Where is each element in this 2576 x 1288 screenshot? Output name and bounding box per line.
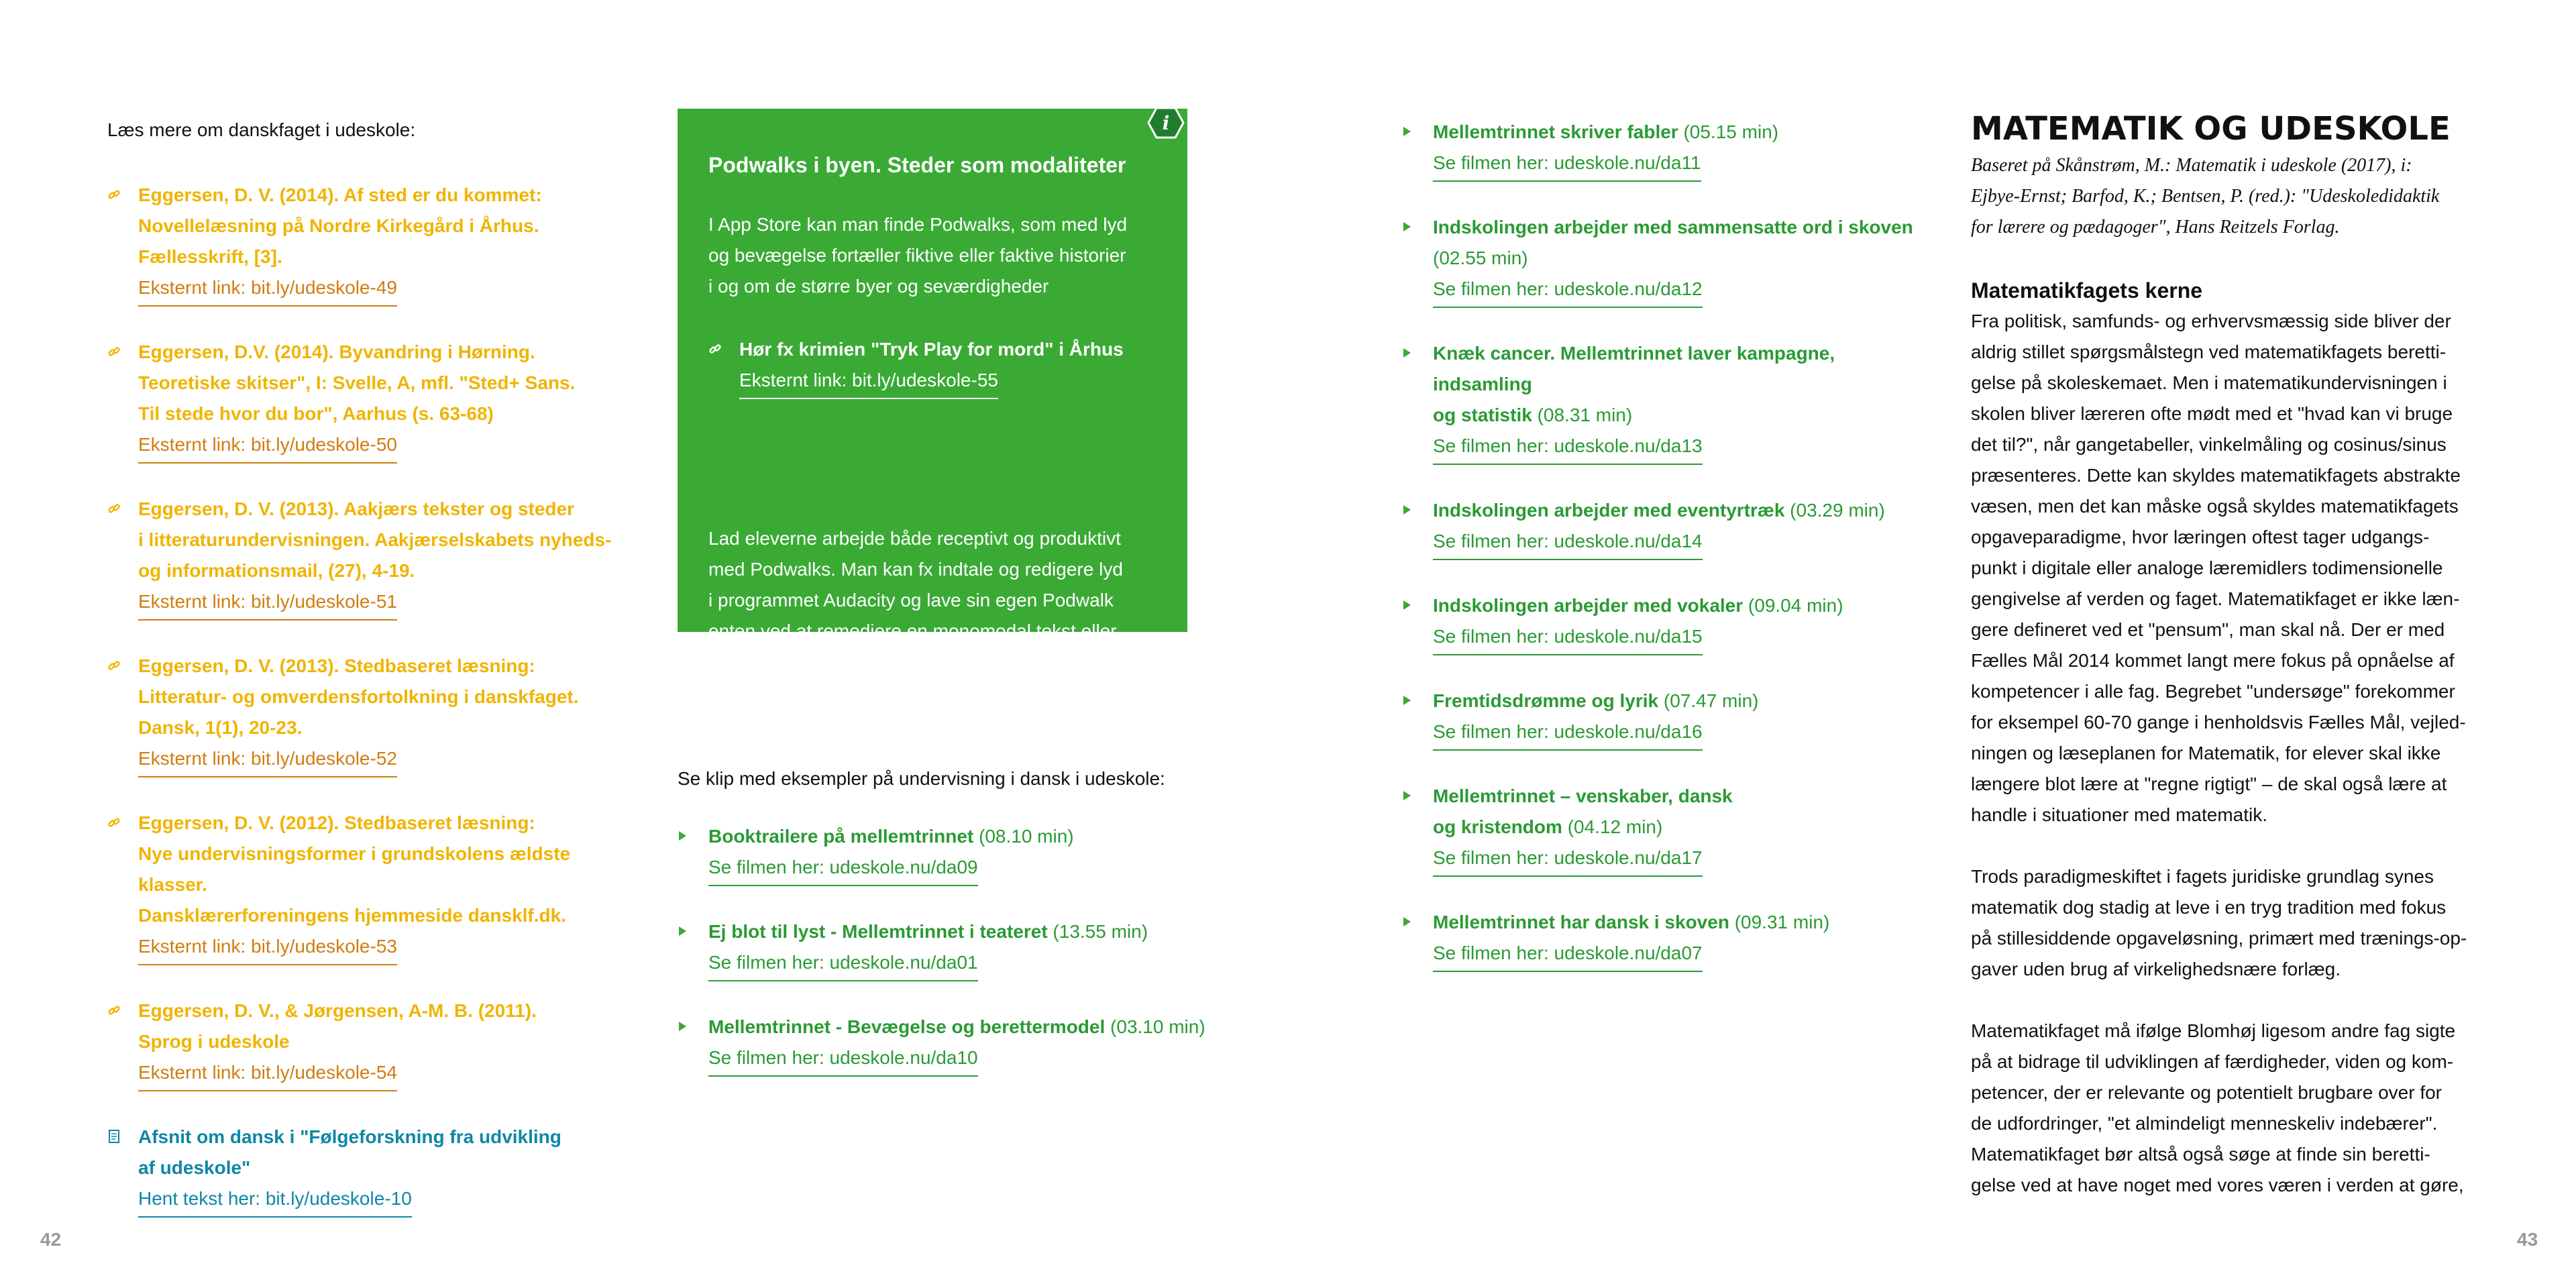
external-link[interactable]: Eksternt link: bit.ly/udeskole-53 xyxy=(138,933,397,965)
clip-title: Mellemtrinnet skriver fabler xyxy=(1433,121,1678,142)
clip-item xyxy=(1402,212,1925,308)
arrow-icon xyxy=(1403,348,1411,358)
clips-intro: Se klip med eksempler på undervisning i dansk i udeskole: xyxy=(678,768,1165,789)
clip-duration: (09.04 min) xyxy=(1743,595,1843,616)
clip-title: og kristendom xyxy=(1433,816,1562,837)
reference-item xyxy=(107,808,631,965)
arrow-icon xyxy=(1403,917,1411,926)
info-box-paragraph: Lad eleverne arbejde både receptivt og produktivt med Podwalks. Man kan fx indtale og redigere lyd i programmet Audacity og lave sin egen Podwalk enten ved at remediere en monomodal tekst eller ved at indspillesin egen. xyxy=(708,528,1123,672)
arrow-icon xyxy=(1403,791,1411,800)
external-link[interactable]: Eksternt link: bit.ly/udeskole-51 xyxy=(138,588,397,621)
clip-list xyxy=(1402,117,1925,972)
clip-item xyxy=(1402,781,1925,877)
references-intro: Læs mere om danskfaget i udeskole: xyxy=(107,119,416,140)
reference-title-line: Eggersen, D. V. (2014). Af sted er du kommet: xyxy=(138,184,542,205)
arrow-icon xyxy=(1403,127,1411,136)
podwalks-info-box xyxy=(678,109,1187,672)
reference-title-line: Nye undervisningsformer i grundskolens ældste klasser. xyxy=(138,843,571,895)
external-link[interactable]: Eksternt link: bit.ly/udeskole-49 xyxy=(138,274,397,307)
clip-duration: (13.55 min) xyxy=(1047,921,1148,942)
clip-item xyxy=(678,1012,1214,1077)
reference-title-line: Teoretiske skitser", I: Svelle, A, mfl. "Sted+ Sans. xyxy=(138,372,576,393)
clip-duration: (08.31 min) xyxy=(1532,405,1633,425)
clip-item xyxy=(1402,907,1925,972)
link-icon xyxy=(107,345,121,358)
podwalk-tip-title: Hør fx krimien "Tryk Play for mord" i Århus xyxy=(739,339,1124,360)
clip-title: Knæk cancer. Mellemtrinnet laver kampagne, indsamling xyxy=(1433,343,1835,394)
clip-title: Mellemtrinnet - Bevægelse og berettermodel xyxy=(708,1016,1106,1037)
clip-title: Indskolingen arbejder med sammensatte ord i skoven xyxy=(1433,217,1913,237)
link-icon xyxy=(107,502,121,515)
reference-title-line: i litteraturundervisningen. Aakjærselskabets nyheds- xyxy=(138,529,612,550)
external-link[interactable]: Eksternt link: bit.ly/udeskole-54 xyxy=(138,1059,397,1091)
article-heading: MATEMATIK OG UDESKOLE xyxy=(1971,110,2451,148)
info-box-title: Podwalks i byen. Steder som modaliteter xyxy=(708,153,1126,177)
clip-title: Indskolingen arbejder med eventyrtræk xyxy=(1433,500,1785,521)
clip-title: Booktrailere på mellemtrinnet xyxy=(708,826,974,847)
clip-title: Mellemtrinnet har dansk i skoven xyxy=(1433,912,1729,932)
body-paragraph: Fra politisk, samfunds- og erhvervsmæssig side bliver der aldrig stillet spørgsmålstegn ved matematikfagets beretti- gelse på skoleskemaet. Men i matematikundervisningen i skolen bliver læreren ofte mødt med et "hvad kan vi bruge det til?", når gangetabeller, vinkelmåling og cosinus/sinus præsenteres. Dette kan skyldes matematikfagets abstrakte væsen, men det kan måske også skyldes matematikfagets opgaveparadigme, hvor læringen oftest tager udgangs- punkt i digitale eller analoge læremidlers todimensionelle gengivelse af verden og faget. Matematikfaget er ikke læn- gere defineret ved et "pensum", man skal nå. Der er med Fælles Mål 2014 kommet langt mere fokus på opnåelse af kompetencer i alle fag. Begrebet "undersøge" forekommer for eksempel 60-70 gange i henholdsvis Fælles Mål, vejled- ningen og læseplanen for Matematik, for elever skal ikke længere blot lære at "regne rigtigt" – de skal også lære at handle i situationer med matematik. xyxy=(1971,311,2466,825)
info-box-paragraph: I App Store kan man finde Podwalks, som med lyd og bevægelse fortæller fiktive eller faktive historier i og om de større byer og seværdigheder xyxy=(708,214,1128,297)
article-subtitle: Baseret på Skånstrøm, M.: Matematik i udeskole (2017), i: Ejbye-Ernst; Barfod, K.; Bentsen, P. (red.): "Udeskoledidaktik for lærere og pædagoger", Hans Reitzels Forlag. xyxy=(1971,155,2440,237)
reference-title-line: Eggersen, D. V., & Jørgensen, A-M. B. (2011). xyxy=(138,1000,537,1021)
link-icon xyxy=(107,1004,121,1017)
reference-title-line: Eggersen, D. V. (2013). Stedbaseret læsning: xyxy=(138,655,535,676)
reference-title-line: Dansklærerforeningens hjemmeside dansklf.dk. xyxy=(138,905,566,926)
arrow-icon xyxy=(679,1022,686,1031)
page-number-right: 43 xyxy=(2517,1229,2538,1250)
info-badge-letter: i xyxy=(1162,112,1170,134)
reference-title-line: Eggersen, D. V. (2013). Aakjærs tekster og steder xyxy=(138,498,574,519)
article-column xyxy=(1971,107,2487,1232)
document-icon xyxy=(107,1130,121,1143)
reference-item xyxy=(107,180,631,307)
film-link[interactable]: Se filmen her: udeskole.nu/da11 xyxy=(1433,150,1701,182)
clip-list xyxy=(678,821,1214,1077)
clip-item xyxy=(1402,686,1925,751)
reference-list xyxy=(107,180,631,1248)
clip-title: Ej blot til lyst - Mellemtrinnet i teateret xyxy=(708,921,1048,942)
clip-duration: (08.10 min) xyxy=(973,826,1074,847)
film-link[interactable]: Se filmen her: udeskole.nu/da12 xyxy=(1433,276,1703,308)
clip-item xyxy=(678,821,1214,886)
body-paragraph: Matematikfaget må ifølge Blomhøj ligesom andre fag sigte på at bidrage til udviklingen af færdigheder, viden og kom- petencer, der er relevante og potentielt brugbare over for de udfordringer, "et almindeligt menneskeliv indebærer". Matematikfaget bør altså også søge at finde sin beretti- gelse ved at have noget med vores væren i verden at gøre, xyxy=(1971,1020,2464,1195)
arrow-icon xyxy=(679,831,686,841)
clips-section xyxy=(678,757,1214,1107)
download-link[interactable]: Hent tekst her: bit.ly/udeskole-10 xyxy=(138,1185,412,1218)
reference-title-line: Til stede hvor du bor", Aarhus (s. 63-68) xyxy=(138,403,494,424)
podwalk-tip xyxy=(708,334,1195,399)
reference-title-line: Fællesskrift, [3]. xyxy=(138,246,282,267)
film-link[interactable]: Se filmen her: udeskole.nu/da16 xyxy=(1433,718,1703,751)
right-clips-column xyxy=(1402,117,1925,1002)
clip-title: Fremtidsdrømme og lyrik xyxy=(1433,690,1659,711)
external-link[interactable]: Eksternt link: bit.ly/udeskole-55 xyxy=(739,367,998,399)
film-link[interactable]: Se filmen her: udeskole.nu/da10 xyxy=(708,1044,978,1077)
link-icon xyxy=(107,188,121,201)
clip-duration: (03.10 min) xyxy=(1105,1016,1205,1037)
reference-title-line: Dansk, 1(1), 20-23. xyxy=(138,717,303,738)
document-title-line: af udeskole" xyxy=(138,1157,251,1178)
clip-duration: (04.12 min) xyxy=(1562,816,1663,837)
clip-item xyxy=(678,916,1214,981)
arrow-icon xyxy=(1403,696,1411,705)
link-icon xyxy=(708,342,722,356)
page-number-left: 42 xyxy=(40,1229,62,1250)
external-link[interactable]: Eksternt link: bit.ly/udeskole-50 xyxy=(138,431,397,464)
clip-title: og statistik xyxy=(1433,405,1532,425)
clip-item xyxy=(1402,590,1925,655)
clip-duration: (05.15 min) xyxy=(1678,121,1779,142)
clip-item xyxy=(1402,495,1925,560)
clip-duration: (07.47 min) xyxy=(1658,690,1759,711)
reference-title-line: Sprog i udeskole xyxy=(138,1031,290,1052)
clip-duration: (09.31 min) xyxy=(1729,912,1830,932)
reference-item xyxy=(107,651,631,777)
reference-title-line: Litteratur- og omverdensfortolkning i danskfaget. xyxy=(138,686,579,707)
link-icon xyxy=(107,816,121,829)
film-link[interactable]: Se filmen her: udeskole.nu/da17 xyxy=(1433,845,1703,877)
clip-duration: (02.55 min) xyxy=(1433,248,1528,268)
arrow-icon xyxy=(1403,222,1411,231)
film-link[interactable]: Se filmen her: udeskole.nu/da15 xyxy=(1433,623,1703,655)
film-link[interactable]: Se filmen her: udeskole.nu/da14 xyxy=(1433,528,1703,560)
reference-item xyxy=(107,337,631,464)
arrow-icon xyxy=(679,926,686,936)
reference-title-line: Novellelæsning på Nordre Kirkegård i Århus. xyxy=(138,215,539,236)
clip-item xyxy=(1402,117,1925,182)
body-paragraph: Trods paradigmeskiftet i fagets juridiske grundlag synes matematik dog stadig at leve i en tryg tradition med fokus på stillesiddende opgaveløsning, primært med trænings-op- gaver uden brug af virkelighedsnære forlæg. xyxy=(1971,866,2467,979)
link-icon xyxy=(107,659,121,672)
clip-duration: (03.29 min) xyxy=(1784,500,1885,521)
film-link[interactable]: Se filmen her: udeskole.nu/da13 xyxy=(1433,433,1703,465)
reference-title-line: Eggersen, D. V. (2012). Stedbaseret læsning: xyxy=(138,812,535,833)
reference-item xyxy=(107,494,631,621)
info-icon xyxy=(1147,106,1185,140)
clip-title: Indskolingen arbejder med vokaler xyxy=(1433,595,1743,616)
external-link[interactable]: Eksternt link: bit.ly/udeskole-52 xyxy=(138,745,397,777)
reference-title-line: og informationsmail, (27), 4-19. xyxy=(138,560,415,581)
film-link[interactable]: Se filmen her: udeskole.nu/da09 xyxy=(708,854,978,886)
film-link[interactable]: Se filmen her: udeskole.nu/da01 xyxy=(708,949,978,981)
clip-item xyxy=(1402,338,1925,465)
film-link[interactable]: Se filmen her: udeskole.nu/da07 xyxy=(1433,940,1703,972)
clip-title: Mellemtrinnet – venskaber, dansk xyxy=(1433,786,1733,806)
reference-title-line: Eggersen, D.V. (2014). Byvandring i Hørning. xyxy=(138,341,535,362)
document-title-line: Afsnit om dansk i "Følgeforskning fra udvikling xyxy=(138,1126,561,1147)
arrow-icon xyxy=(1403,505,1411,515)
document-reference-item xyxy=(107,1122,631,1218)
section-heading: Matematikfagets kerne xyxy=(1971,278,2203,303)
reference-item xyxy=(107,996,631,1091)
arrow-icon xyxy=(1403,600,1411,610)
